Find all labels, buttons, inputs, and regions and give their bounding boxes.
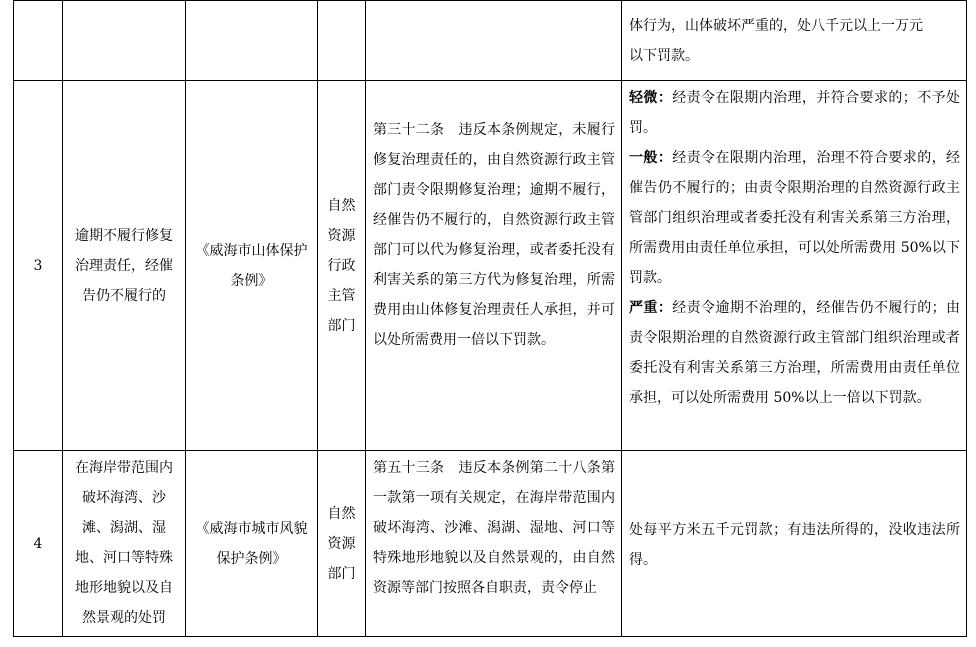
penalty-line: 体行为，山体破坏严重的，处八千元以上一万元 [629, 18, 923, 34]
basis-cell: 《威海市山体保护条例》 [186, 81, 318, 451]
authority-cell [318, 1, 366, 81]
row-number-cell: 4 [14, 451, 63, 637]
row-number-cell: 3 [14, 81, 63, 451]
penalty-levels-cell [622, 81, 967, 451]
penalty-table [13, 0, 967, 637]
penalty-level-general: 一般：经责令在限期内治理，治理不符合要求的，经催告仍不履行的；由责令限期治理的自然资源行政主管部门组织治理或者委托没有利害关系第三方治理，所需费用由责任单位承担，可以处所需费用 50%以下罚款。 [629, 150, 961, 286]
penalty-line: 以下罚款。 [629, 48, 699, 64]
clause-cell [366, 1, 622, 81]
row-number-cell [14, 1, 63, 81]
authority-cell: 自然资源部门 [318, 451, 366, 637]
situation-cell: 逾期不履行修复治理责任，经催告仍不履行的 [63, 81, 186, 451]
situation-cell [63, 1, 186, 81]
clause-cell: 第三十二条 违反本条例规定，未履行修复治理责任的，由自然资源行政主管部门责令限期修复治理；逾期不履行，经催告仍不履行的，自然资源行政主管部门可以代为修复治理，或者委托没有利害关系的第三方代为修复治理，所需费用由山体修复治理责任人承担，并可以处所需费用一倍以下罚款。 [366, 81, 622, 451]
penalty-level-serious: 严重：经责令逾期不治理的，经催告仍不履行的；由责令限期治理的自然资源行政主管部门组织治理或者委托没有利害关系第三方治理，所需费用由责任单位承担，可以处所需费用 50%以上一倍以下罚款。 [629, 300, 961, 406]
table-row [14, 1, 967, 81]
penalty-cell [622, 1, 967, 81]
authority-cell: 自然资源行政主管部门 [318, 81, 366, 451]
clause-cell: 第五十三条 违反本条例第二十八条第一款第一项有关规定，在海岸带范围内破坏海湾、沙滩、潟湖、湿地、河口等特殊地形地貌以及自然景观的，由自然资源等部门按照各自职责，责令停止 [366, 451, 622, 637]
table-row [14, 451, 967, 637]
situation-cell: 在海岸带范围内破坏海湾、沙滩、潟湖、湿地、河口等特殊地形地貌以及自然景观的处罚 [63, 451, 186, 637]
basis-cell [186, 1, 318, 81]
basis-cell: 《威海市城市风貌保护条例》 [186, 451, 318, 637]
penalty-cell: 处每平方米五千元罚款；有违法所得的，没收违法所得。 [622, 451, 967, 637]
table-row [14, 81, 967, 451]
penalty-level-minor: 轻微：经责令在限期内治理，并符合要求的；不予处罚。 [629, 90, 961, 136]
